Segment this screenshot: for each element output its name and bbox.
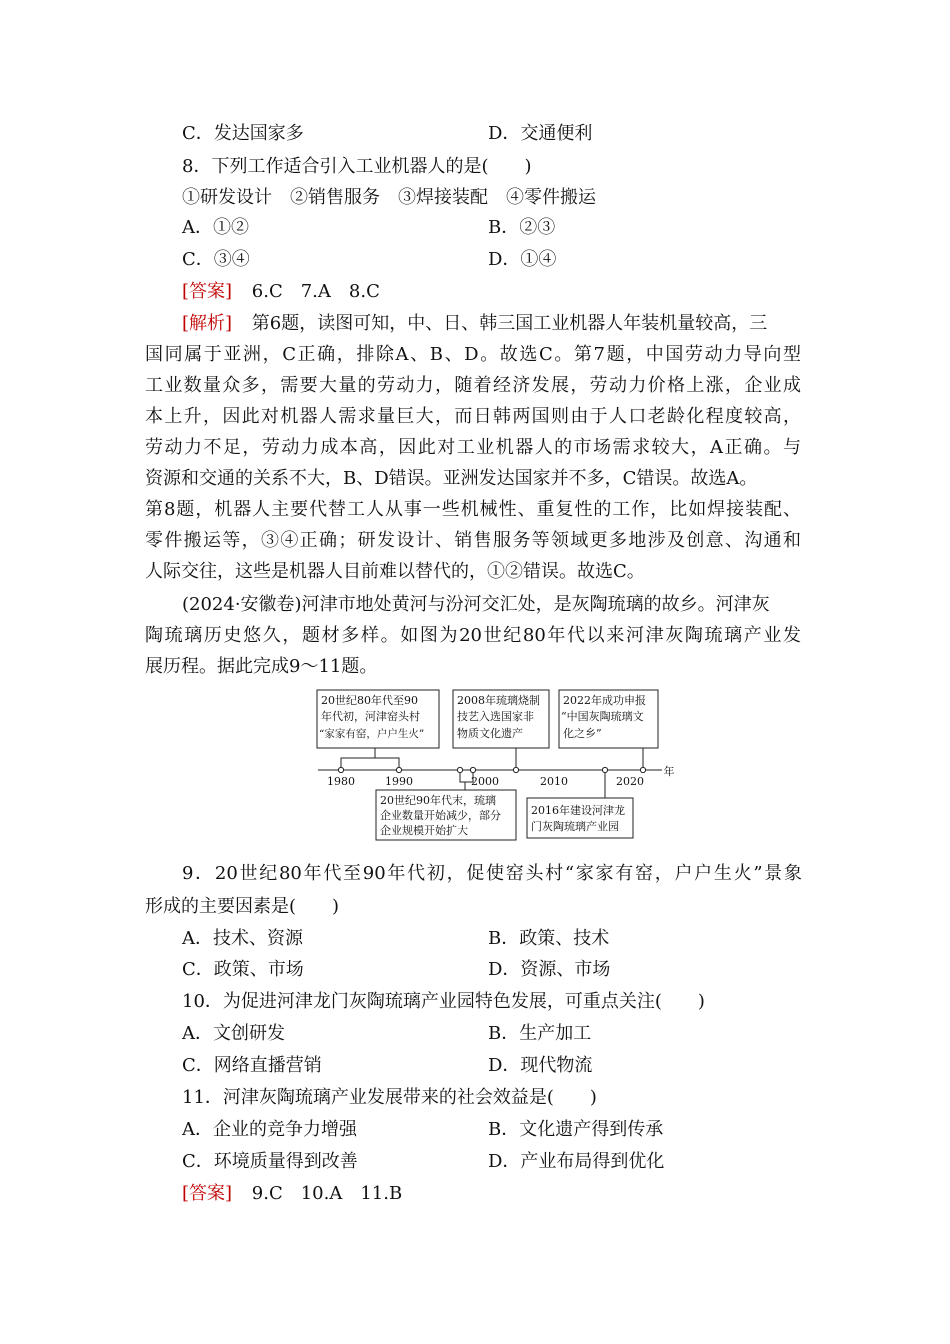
box2-line-0: 2008年琉璃烧制 <box>457 694 540 707</box>
box4-line-0: 20世纪90年代末，琉璃 <box>380 794 496 807</box>
box5-line-1: 门灰陶琉璃产业园 <box>531 820 619 833</box>
analysis-label: [解析] <box>182 313 233 334</box>
box1-line-2: “家家有窑，户户生火” <box>319 728 425 740</box>
q8-option-d: D．①④ <box>488 249 557 270</box>
box4-line-2: 企业规模开始扩大 <box>380 824 468 837</box>
q7-option-d: D．交通便利 <box>488 123 593 144</box>
box3-line-0: 2022年成功申报 <box>563 694 646 707</box>
box4-line-1: 企业数量开始减少，部分 <box>380 809 501 822</box>
tick-label-2010: 2010 <box>540 775 568 788</box>
q11-option-a: A．企业的竞争力增强 <box>182 1119 357 1140</box>
q9-stem-line-1: 9．20世纪80年代至90年代初，促使窑头村“家家有窑，户户生火”景象 <box>182 863 802 884</box>
axis-unit: 年 <box>663 765 675 778</box>
q10-option-d: D．现代物流 <box>488 1055 593 1076</box>
box1-line-0: 20世纪80年代至90 <box>321 694 418 707</box>
passage-line-2: 展历程。据此完成9～11题。 <box>145 656 378 677</box>
q11-option-b: B．文化遗产得到传承 <box>488 1119 664 1140</box>
analysis-line-8: 人际交往，这些是机器人目前难以替代的，①②错误。故选C。 <box>145 561 645 582</box>
answer-label: [答案] <box>182 1183 233 1204</box>
analysis-line-6: 第8题，机器人主要代替工人从事一些机械性、重复性的工作，比如焊接装配、 <box>145 499 801 520</box>
timeline-figure <box>310 686 680 842</box>
box3-line-1: “中国灰陶琉璃文 <box>561 710 644 723</box>
passage-source: (2024·安徽卷) <box>182 594 302 615</box>
analysis-line-3: 本上升，因此对机器人需求量巨大，而日韩两国则由于人口老龄化程度较高， <box>145 406 801 427</box>
analysis-line-1: 国同属于亚洲，C正确，排除A、B、D。故选C。第7题，中国劳动力导向型 <box>145 344 801 365</box>
box5-line-0: 2016年建设河津龙 <box>531 804 625 817</box>
tick-label-2000: 2000 <box>471 775 499 788</box>
q9-option-c: C．政策、市场 <box>182 959 304 980</box>
passage-line-0 <box>182 593 770 617</box>
q8-option-a: A．①② <box>182 217 249 238</box>
passage-line-1: 陶琉璃历史悠久，题材多样。如图为20世纪80年代以来河津灰陶琉璃产业发 <box>145 625 801 646</box>
analysis-line-4: 劳动力不足，劳动力成本高，因此对工业机器人的市场需求较大，A正确。与 <box>145 437 801 458</box>
q11-option-d: D．产业布局得到优化 <box>488 1151 665 1172</box>
answer-block-2 <box>182 1182 402 1206</box>
q8-stem: 8．下列工作适合引入工业机器人的是( ) <box>182 156 532 177</box>
q7-option-c: C．发达国家多 <box>182 123 304 144</box>
box1-line-1: 年代初，河津窑头村 <box>321 710 420 723</box>
q8-items: ①研发设计 ②销售服务 ③焊接装配 ④零件搬运 <box>182 187 596 208</box>
q8-option-c: C．③④ <box>182 249 250 270</box>
answer-text: 6.C 7.A 8.C <box>251 281 380 302</box>
analysis-line-0 <box>182 312 767 336</box>
q9-stem-line-2: 形成的主要因素是( ) <box>145 896 340 917</box>
q8-option-b: B．②③ <box>488 217 556 238</box>
q10-option-b: B．生产加工 <box>488 1023 592 1044</box>
answer-text: 9.C 10.A 11.B <box>251 1183 403 1204</box>
tick-label-2020: 2020 <box>616 775 644 788</box>
answer-block-1 <box>182 280 380 304</box>
passage-text: 河津市地处黄河与汾河交汇处，是灰陶琉璃的故乡。河津灰 <box>301 594 770 615</box>
q9-option-d: D．资源、市场 <box>488 959 611 980</box>
q10-stem: 10．为促进河津龙门灰陶琉璃产业园特色发展，可重点关注( ) <box>182 991 705 1012</box>
q11-option-c: C．环境质量得到改善 <box>182 1151 358 1172</box>
q9-option-a: A．技术、资源 <box>182 928 303 949</box>
tick-label-1980: 1980 <box>327 775 355 788</box>
box3-line-2: 化之乡” <box>563 727 602 740</box>
q10-option-a: A．文创研发 <box>182 1023 285 1044</box>
q10-option-c: C．网络直播营销 <box>182 1055 322 1076</box>
tick-label-1990: 1990 <box>385 775 413 788</box>
box2-line-2: 物质文化遗产 <box>457 727 523 740</box>
q11-stem: 11．河津灰陶琉璃产业发展带来的社会效益是( ) <box>182 1087 597 1108</box>
analysis-line-2: 工业数量众多，需要大量的劳动力，随着经济发展，劳动力价格上涨，企业成 <box>145 375 801 396</box>
analysis-text: 第6题，读图可知，中、日、韩三国工业机器人年装机量较高，三 <box>251 313 768 334</box>
q9-option-b: B．政策、技术 <box>488 928 610 949</box>
answer-label: [答案] <box>182 281 233 302</box>
box2-line-1: 技艺入选国家非 <box>457 710 534 723</box>
analysis-line-7: 零件搬运等，③④正确；研发设计、销售服务等领域更多地涉及创意、沟通和 <box>145 530 801 551</box>
analysis-line-5: 资源和交通的关系不大，B、D错误。亚洲发达国家并不多，C错误。故选A。 <box>145 468 758 489</box>
